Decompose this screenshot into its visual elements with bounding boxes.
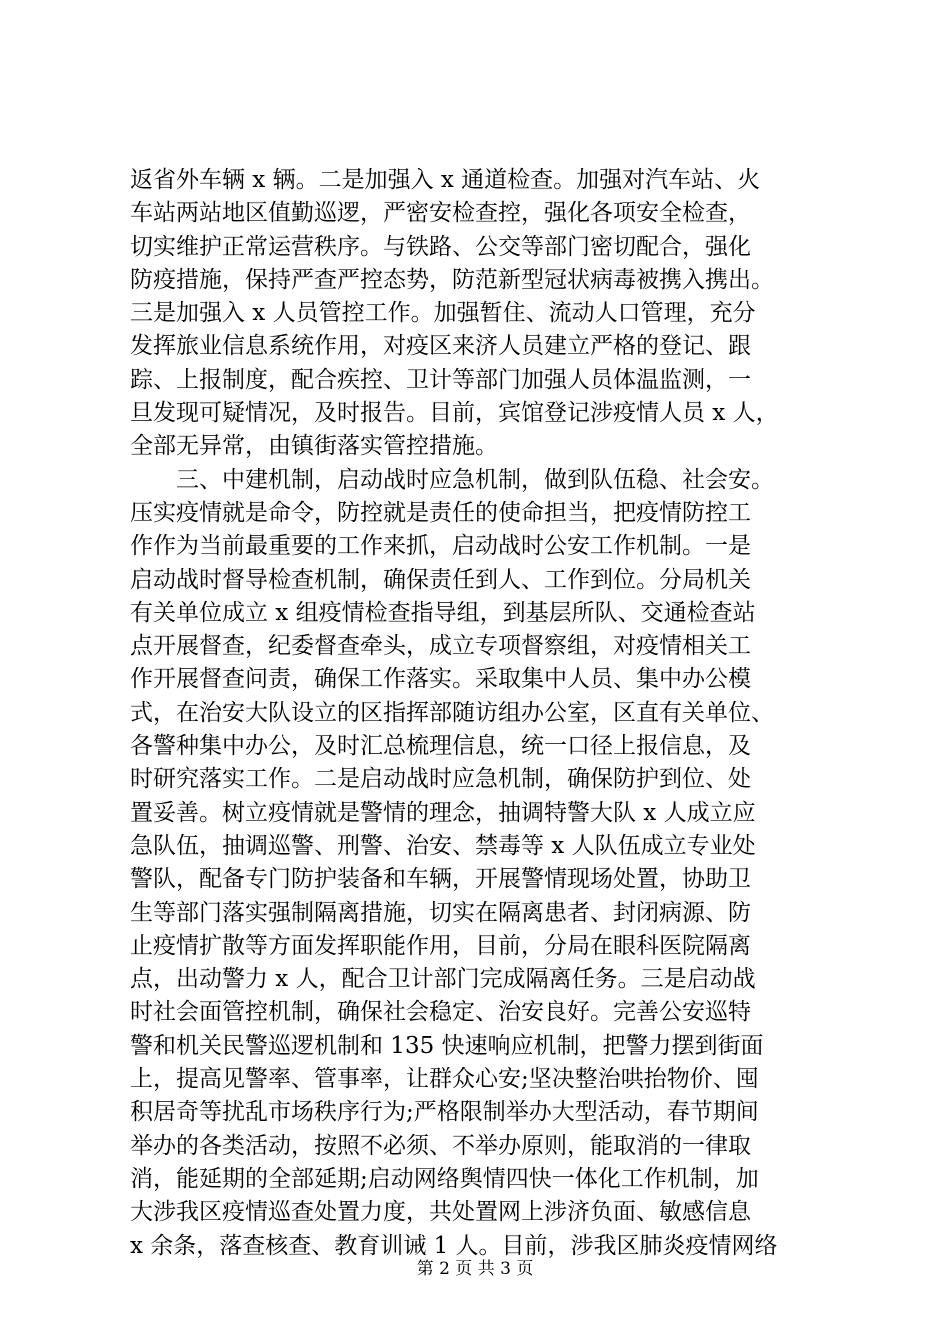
text-line-2: 车站两站地区值勤巡逻，严密安检查控，强化各项安全检查， [130, 200, 751, 227]
text-line-30: 举办的各类活动，按照不必须、不举办原则，能取消的一律取 [130, 1132, 751, 1159]
text-line-11: 压实疫情就是命令，防控就是责任的使命担当，把疫情防控工 [130, 499, 751, 526]
body-text [130, 164, 850, 1263]
text-line-25: 点，出动警力 x 人，配合卫计部门完成隔离任务。三是启动战 [130, 966, 756, 993]
text-line-4: 防疫措施，保持严查严控态势，防范新型冠状病毒被携入携出。 [130, 266, 774, 293]
text-line-32: 大涉我区疫情巡查处置力度，共处置网上涉济负面、敏感信息 [130, 1199, 751, 1226]
text-line-26: 时社会面管控机制，确保社会稳定、治安良好。完善公安巡特 [130, 999, 751, 1026]
text-line-6: 发挥旅业信息系统作用，对疫区来济人员建立严格的登记、跟 [130, 333, 751, 360]
text-line-27: 警和机关民警巡逻机制和 135 快速响应机制，把警力摆到街面 [130, 1032, 764, 1059]
text-line-8: 旦发现可疑情况，及时报告。目前，宾馆登记涉疫情人员 x 人， [130, 400, 779, 427]
text-line-31: 消，能延期的全部延期;启动网络舆情四快一体化工作机制，加 [130, 1165, 759, 1192]
text-line-12: 作作为当前最重要的工作来抓，启动战时公安工作机制。一是 [130, 533, 751, 560]
text-line-9: 全部无异常，由镇街落实管控措施。 [130, 433, 498, 460]
section-heading-line: 三、中建机制，启动战时应急机制，做到队伍稳、社会安。 [176, 466, 774, 493]
text-line-15: 点开展督查，纪委督查牵头，成立专项督察组，对疫情相关工 [130, 633, 751, 660]
text-line-22: 警队，配备专门防护装备和车辆，开展警情现场处置，协助卫 [130, 866, 751, 893]
text-line-13: 启动战时督导检查机制，确保责任到人、工作到位。分局机关 [130, 566, 751, 593]
text-line-14: 有关单位成立 x 组疫情检查指导组，到基层所队、交通检查站 [130, 599, 756, 626]
text-line-29: 积居奇等扰乱市场秩序行为;严格限制举办大型活动，春节期间 [130, 1099, 759, 1126]
page-footer: 第 2 页 共 3 页 [416, 1259, 534, 1279]
text-line-20: 置妥善。树立疫情就是警情的理念，抽调特警大队 x 人成立应 [130, 799, 756, 826]
text-line-21: 急队伍，抽调巡警、刑警、治安、禁毒等 x 人队伍成立专业处 [130, 832, 756, 859]
text-line-7: 踪、上报制度，配合疾控、卫计等部门加强人员体温监测，一 [130, 366, 751, 393]
text-line-23: 生等部门落实强制隔离措施，切实在隔离患者、封闭病源、防 [130, 899, 751, 926]
text-line-18: 各警种集中办公，及时汇总梳理信息，统一口径上报信息，及 [130, 733, 751, 760]
text-line-19: 时研究落实工作。二是启动战时应急机制，确保防护到位、处 [130, 766, 751, 793]
text-line-28: 上，提高见警率、管事率，让群众心安;坚决整治哄抬物价、囤 [130, 1066, 759, 1093]
text-line-1: 返省外车辆 x 辆。二是加强入 x 通道检查。加强对汽车站、火 [130, 167, 761, 193]
text-line-16: 作开展督查问责，确保工作落实。采取集中人员、集中办公模 [130, 666, 751, 693]
text-line-5: 三是加强入 x 人员管控工作。加强暂住、流动人口管理，充分 [130, 300, 756, 327]
text-line-17: 式，在治安大队设立的区指挥部随访组办公室，区直有关单位、 [130, 699, 774, 726]
text-line-3: 切实维护正常运营秩序。与铁路、公交等部门密切配合，强化 [130, 233, 751, 260]
text-line-24: 止疫情扩散等方面发挥职能作用，目前，分局在眼科医院隔离 [130, 932, 751, 959]
text-line-33: x 余条，落查核查、教育训诫 1 人。目前，涉我区肺炎疫情网络 [130, 1232, 778, 1259]
